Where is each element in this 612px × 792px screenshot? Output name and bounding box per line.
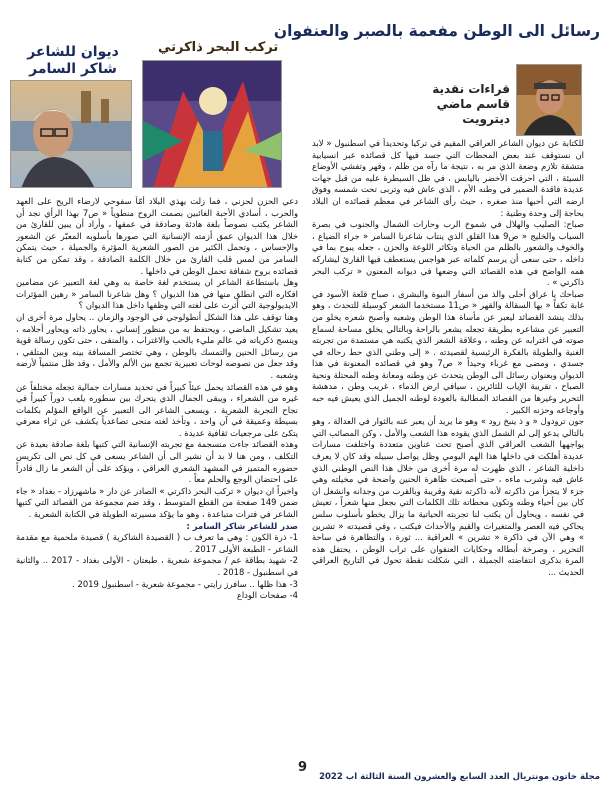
publication-item: 1- ذرة الكون : وهي ما تعرف ب ( القصيدة الشاكرية ) قصيدة ملحمية مع مقدمة الشاعر - الطبعة الأولى 2017 . — [16, 532, 298, 554]
poet-photo — [10, 80, 132, 188]
book-title: تركب البحر ذاكرتي — [158, 40, 279, 55]
paragraph: جون ترودول « و ذ ينبخ رود » وهو ما يريد أن يعبر عنه بالثوار في العدالة ، وهو بالتالي يدعو إلى لم الشمل الذي يقوده هذا الشعب والأمل ، وكن المصائب التي يواجهها الشعب العراقي الذي أصبح تحت عناوين متعددة واختلفت مسارات عديدة أهلكت في داخلها هذا الهم اليومي وظل يواصل سبيله وقد كان لا يعرف داخلية الشاعر ، الذي ظهرت له مرة أخرى من خلال هذا النص الوطني الذي عاش فيه وشرب ماءه ، حتى أصبحت ظاهرة الحنين واضحة في مخيلته وهي جزء لا يتجزأ من ذاكرته لأنه ذاكرته نقية وقريبة وبالقرب من وجدانه وانشغل ان كان بين أحياء وطنه وتكون محطاته تلك الكلمات التي بجعل منها شعراً ، تعيش في نفسه ، ويحاول أن يكتب لنا تجربته الحياتية ما يزال يخطو بأسلوب سلس يحاكي فيه العصر والمتغيرات والقيم والأحداث فيكتب ، وفي قصيدته « تشرين » وهي الآن في ذاكرة « تشرين » العراقية ... ثورة ، والتظاهرة في ساحة التحرير ، وصرخة أبطاله وحكايات العنفوان على تراب الوطن ، يحتفل هذه المرة بذكرى انتفاضته الجميلة ، التي شكلت نقطة تحول في التاريخ العراقي الحديث ... — [312, 416, 584, 577]
article-title: رسائل الى الوطن مفعمة بالصبر والعنفوان — [273, 22, 600, 40]
paragraph: واخيراً ان ديوان « تركب البحر ذاكرتي » الصادر عن دار « ماشهرزاد - بغداد « جاء ضمن 149 صفحة من القطع المتوسط ، وقد ضم مجموعة من القصائد التي كتبها الشاعر في فترات متباعدة ، وهو ما يؤكد مسيرته الطويلة في الكتابة الشعرية . — [16, 485, 298, 520]
byline — [410, 82, 510, 127]
paragraph: دعي الحزن لحزني ، فما زلت يهذي البلاد أمّاً سفوحي لارضاء الريح على العهد والحرب ، أسادي الأحبة الغائبين بصمت الروح منطوياً « ص7 بهذا الرأي نجد أن الشاعر يكتب نصوصاً بلغة هادئة وصادقة في عمقها ، وأراد أن يبين للقارئ من خلال هذا الديوان عمق أزمته الإنسانية التي صورها بأسلوبه المعبّر عن الشعور والإحساس ، وتحمل الكثير من الصور الشعرية المؤثرة والجميلة ، حيث يتمكن السامر من لمس قلب القارئ من خلال الكلمة الصادقة ، وقد تمكن من كتابة قصائده بروح شفافة تحمل الوطن في داخلها . — [16, 196, 298, 276]
page-number: 9 — [298, 760, 308, 775]
footer-magazine-info: مجلة خاتون مونتريال العدد السابع والعشرون السنة الثالثة اب 2022 — [319, 772, 600, 782]
paragraph: وهو في هذه القصائد يحمل عبئاً كبيراً في تحديد مسارات جمالية تجعله مختلفاً عن غيره من الشعراء ، ويبقى الجمال الذي يتحرك بين سطوره يلعب دوراً كبيراً في نجاح التجربة الشعرية ، ويسعى الشاعر الى التعبير عن الواقع المؤلم بكلمات بسيطة وعميقة في آن واحد ، وتأخذ لغته منحى تصاعدياً يكشف عن ثراء معرفي يتكئ على مرجعيات ثقافية عديدة . — [16, 381, 298, 438]
paragraph: وهل باستطاعة الشاعر ان يستخدم لغة خاصة به وهي لغة التعبير عن مضامين افكاره التي انطلق منها في هذا الديوان ؟ وهل شاعرنا السامر « رهين المؤثرات الايديولوجية التي أثرت على لغته التي وظفها داخل هذا الديوان ؟ — [16, 277, 298, 311]
publication-item: 3- هذا ظلها .. سافرز رايتي - مجموعة شعرية - اسطنبول 2019 . — [72, 578, 298, 589]
byline-city: ديترويت — [462, 112, 510, 126]
collection-title: ديوان للشاعر شاكر السامر — [27, 44, 119, 77]
paragraph: صباح: الصليب والهلال في شموخ الرب وحارات الشمال والجنوب في بصرة السياب والخليج « ص9 هذا القلق الذي ينتاب شاعرنا السامر « جراء الضياع ، والخوف والشعور بالظلم من الحياة وتكاثر اللوعة والحزن ، جعله يبوح بما في داخله ، حتى سعى أن يرسم كلماته عبر هواجس يستعطف فيها القارئ ليشاركه همه الواضح في هذه القصائد التي وضعها في ديوانه المعنون « تركب البحر ذاكرتي » . — [312, 219, 584, 288]
publication-item: 4- صفحات الوداع — [236, 590, 298, 601]
paragraph: وهنا توقف على هذا الشكل أنطولوجي في الوجود والزمان .. يحاول مرة أخرى ان يعيد تشكيل الماضي ، ويحتفظ به من منظور إنساني ، يحاور ذاته ويحاور أحلامه ، وينسج ذكرياته في عالم مليء بالحب والاغتراب ، والمنفى ، حتى تكون رسالة قوية من رسائل الحنين والتمسك بالوطن ، وهي تختصر المسافة بينه وبين المتلقي ، وقد جعل من نصوصه لوحات تعبيرية تجمع بين الألم والأمل ، وقد ظل منتمياً لأرضه وشعبه . — [16, 311, 298, 380]
paragraph: وهذه القصائد جاءت منسجمة مع تجربته الإنسانية التي كتبها بلغة صادقة بعيدة عن التكلف ، ومن هنا لا بد أن نشير الى أن الشاعر يسعى في كل نص الى تكريس حضوره المتميز في المشهد الشعري العراقي ، ويؤكد على أن الشعر ما زال قادراً على احتضان الوجع والحلم معاً . — [16, 439, 298, 485]
paragraph: صباحك يا عراق أحلى والذ من أسفار النبوة والبشرى ، صباح قلعة الأسود في غابة تكفاً « بها السقالة والقهر « ص11 مستخدما الشعر كوسيلة للتحدث ، وهو بذلك ينشد القصائد ليعبر عن مأساة هذا الوطن وشعبه وأصبح شعره يخلو من التعبير عن مشاعره بطريقة تجعله يشعر بالراحة وبالتالي يخلق مساحة لسماع صوته في اغترابه عن وطنه ، وعلاقة الشعر الذي يكتبه هي مستمدة من تجربته الغنية والطويلة بالفكرة الرئيسية لقصيدته . « إلى وطني الذي حط رحاله في جسدي ، ومضى مع غرباء وحيداً « ص7 وهو في قصائده المعنونة في هذا الديوان وبعنوان رسائل الى الوطن يتحدث عن وطنه ومعانة وطنه المحتلة ونحية الصباح ، تقريبة الإياب للثائرين ، سيافي ارض الدماء ، غريب وطن ، مدهشة التحرير وغيرها من القصائد المطالبة بالعودة لوطنه الجميل الذي يعيش فيه حبه وأوجاعه وحزنه الكبير . — [312, 288, 584, 415]
publications-heading: صدر للشاعر شاكر السامر : — [186, 520, 298, 531]
paragraph: للكتابة عن ديوان الشاعر العراقي المقيم في تركيا وتحديداً في اسطنبول « لابد ان نستوقف عند بعض المحطات التي جسد فيها كل قصائده عبر انسيابية متشقة تلازم وضعة الذي مر به ، نتيجة ما رآه من ظلم ، وقهر وتفشي الأوضاع السيئة ، التي احرقت الأخضر باليابس ، في ظل السيطرة عليه من قبل جهات عديدة فاقدة الضمير في وطنه الأم ، الذي عاش فيه وتربى تحت شمسه وفوق ارضه التي أحبها منذ صغره ، حيث رأى الشاعر في معظم قصائده ان البلاد بحاجة إلى وحدة وطنية : — [312, 138, 584, 218]
book-cover-image — [142, 60, 282, 188]
publication-item: 2- شهيد بطاقة عم / مجموعة شعرية ، طبعتان - الأولى بغداد - 2017 .. والثانية في اسطنبول - 2018 . — [16, 555, 298, 577]
byline-author: قاسم ماضي — [436, 97, 510, 111]
article-left-column — [16, 196, 298, 756]
author-photo — [516, 64, 582, 136]
article-right-column — [312, 138, 584, 762]
byline-section: قراءات نقدية — [432, 82, 510, 96]
